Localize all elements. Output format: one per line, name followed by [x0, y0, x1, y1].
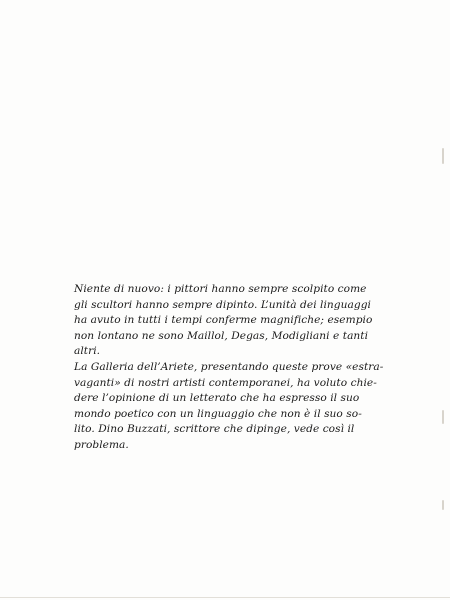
paper-edge-mark [442, 410, 444, 424]
text-line: altri. [74, 345, 101, 358]
text-line: problema. [74, 438, 129, 451]
text-line: Niente di nuovo: i pittori hanno sempre scolpito come [74, 283, 367, 295]
text-line: non lontano ne sono Maillol, Degas, Modigliani e tanti [74, 329, 369, 342]
text-line: lito. Dino Buzzati, scrittore che dipinge, vede così il [74, 423, 355, 436]
text-line: dere l’opinione di un letterato che ha espresso il suo [74, 392, 360, 405]
paper-edge-mark [442, 500, 444, 510]
text-line: mondo poetico con un linguaggio che non è il suo so- [74, 407, 362, 420]
body-text [74, 282, 384, 454]
paper-edge-mark [442, 148, 444, 164]
text-line: La Galleria dell’Ariete, presentando queste prove «estra- [74, 360, 384, 373]
text-line: vaganti» di nostri artisti contemporanei, ha voluto chie- [74, 376, 377, 389]
text-line: gli scultori hanno sempre dipinto. L’unità dei linguaggi [74, 298, 371, 311]
text-line: ha avuto in tutti i tempi conferme magnifiche; esempio [74, 314, 373, 327]
paper-bottom-edge [0, 597, 450, 598]
